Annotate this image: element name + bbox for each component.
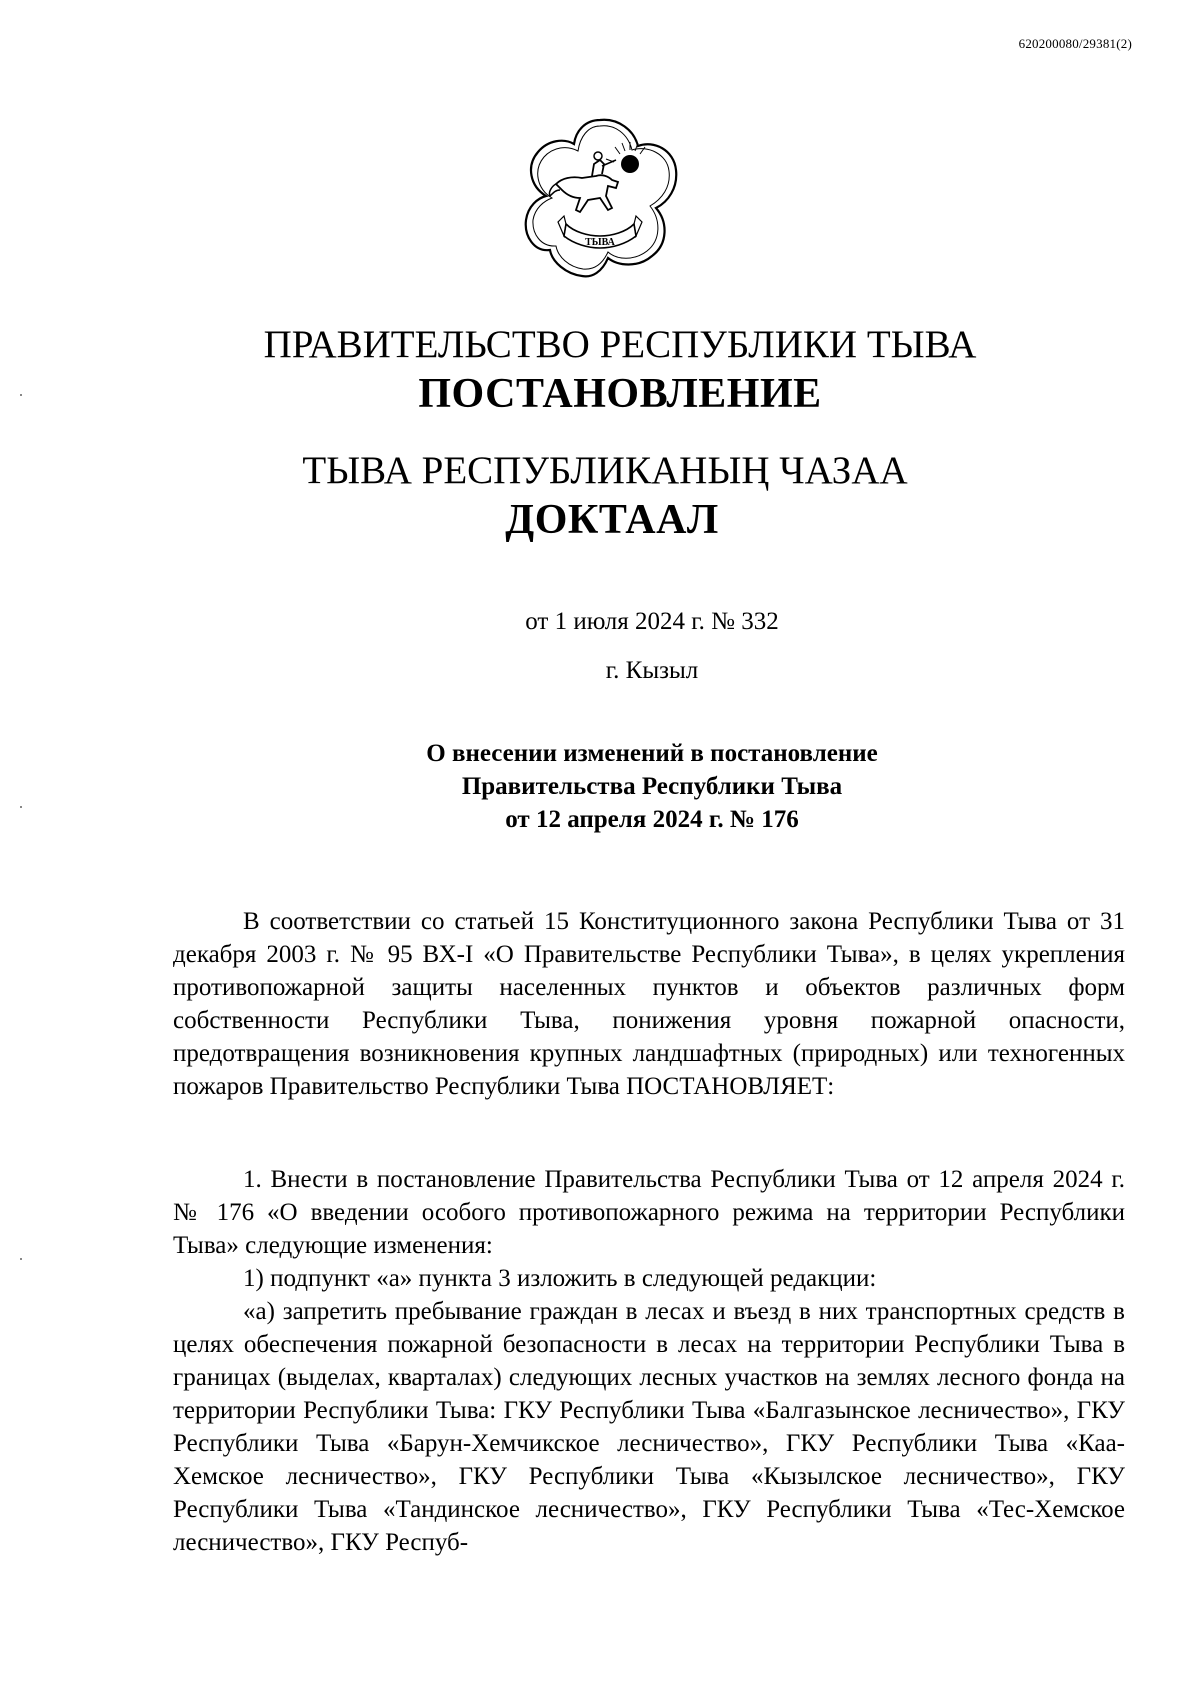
- subject-line: О внесении изменений в постановление: [426, 740, 878, 767]
- item-1-paragraph: 1. Внести в постановление Правительства Республики Тыва от 12 апреля 2024 г. № 176 «О введении особого противопожарного режима на территории Республики Тыва» следующие изменения:: [173, 1166, 1125, 1259]
- act-type-tyv: ДОКТААЛ: [505, 497, 719, 543]
- scan-mark: [20, 806, 22, 808]
- item-1-subitem-1-text: «а) запретить пребывание граждан в лесах и въезд в них транспортных средств в целях обеспечения пожарной безопасности в лесах на территории Республики Тыва в границах (выделах, кварталах) следующих лесных участков на землях лесного фонда на территории Республики Тыва: ГКУ Республики Тыва «Балгазынское лесничество», ГКУ Республики Тыва «Барун-Хемчикское лесничество», ГКУ Республики Тыва «Каа-Хемское лесничество», ГКУ Республики Тыва «Кызылское лесничество», ГКУ Республики Тыва «Тандинское лесничество», ГКУ Республики Тыва «Тес-Хемское лесничество», ГКУ Респуб-: [173, 1298, 1125, 1556]
- resolution-items: [173, 1163, 1125, 1559]
- date-and-number: от 1 июля 2024 г. № 332: [525, 608, 779, 635]
- scan-mark: [20, 394, 22, 396]
- document-subject: [52, 737, 1200, 836]
- city: г. Кызыл: [605, 657, 699, 684]
- preamble-paragraph: В соответствии со статьей 15 Конституционного закона Республики Тыва от 31 декабря 2003 г. № 95 ВХ-I «О Правительстве Республики Тыва», в целях укрепления противопожарной защиты населенных пунктов и объектов различных форм собственности Республики Тыва, понижения уровня пожарной опасности, предотвращения возникновения крупных ландшафтных (природных) или техногенных пожаров Правительство Республики Тыва ПОСТАНОВЛЯЕТ:: [173, 908, 1125, 1100]
- subject-line: от 12 апреля 2024 г. № 176: [505, 806, 799, 833]
- coat-of-arms-emblem: [522, 112, 678, 282]
- act-type-ru: ПОСТАНОВЛЕНИЕ: [418, 371, 822, 417]
- tuva-coat-of-arms-icon: [522, 112, 678, 282]
- subject-line: Правительства Республики Тыва: [461, 773, 843, 800]
- document-id: 620200080/29381(2): [1018, 36, 1132, 51]
- emblem-banner-text: ТЫВА: [585, 237, 615, 248]
- government-title-tyv: ТЫВА РЕСПУБЛИКАНЫҢ ЧАЗАА: [302, 449, 908, 492]
- scan-mark: [20, 1258, 22, 1260]
- preamble-block: [173, 905, 1125, 1103]
- item-1-subitem-1: 1) подпункт «а» пункта 3 изложить в следующей редакции:: [243, 1265, 877, 1292]
- government-title-ru: ПРАВИТЕЛЬСТВО РЕСПУБЛИКИ ТЫВА: [263, 323, 977, 366]
